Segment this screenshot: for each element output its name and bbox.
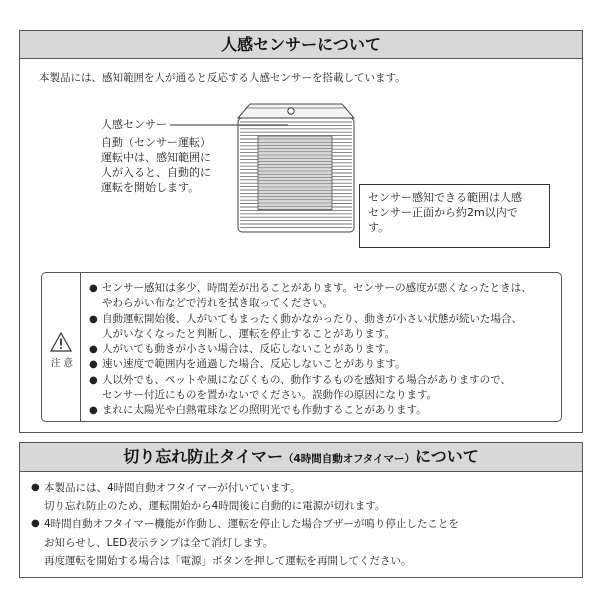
caution-line: センサー付近にものを置かないでください。誤動作の原因になります。 xyxy=(102,389,438,402)
sensor-dot xyxy=(288,108,294,114)
timer-section-title: 切り忘れ防止タイマー（4時間自動オフタイマー）について xyxy=(20,443,582,472)
sensor-label: 人感センサー xyxy=(101,118,167,131)
caution-line: やわらかい布などで汚れを拭き取ってください。 xyxy=(102,297,333,310)
timer-line: 再度運転を開始する場合は「電源」ボタンを押して運転を再開してください。 xyxy=(44,554,412,567)
caution-divider xyxy=(80,273,81,421)
sensor-range-callout: センサー感知できる範囲は人感 センサー正面から約2m以内で す。 xyxy=(359,184,550,248)
warning-triangle-icon xyxy=(50,332,72,352)
timer-line: 切り忘れ防止のため、運転開始から4時間後に自動的に電源が切れます。 xyxy=(44,500,386,513)
sensor-section-title: 人感センサーについて xyxy=(20,31,582,59)
caution-line: ● 人以外でも、ペットや風になびくもの、動作するものを感知する場合がありますので、 xyxy=(89,373,511,386)
caution-list xyxy=(88,281,532,419)
sensor-section xyxy=(19,30,583,433)
caution-line: ● 速い速度で範囲内を通過した場合、反応しないことがあります。 xyxy=(89,358,406,371)
caution-line: ● 自動運転開始後、人がいてもまったく動かなかったり、動きが小さい状態が続いた場合、 xyxy=(89,312,522,325)
sensor-pointer-line xyxy=(170,123,290,127)
timer-line: ● 4時間自動オフタイマー機能が作動し、運転を停止した場合ブザーが鳴り停止したことを xyxy=(31,518,459,531)
caution-label: 注 意 xyxy=(50,358,74,369)
caution-box xyxy=(41,272,562,422)
caution-line: ● センサー感知は多少、時間差が出ることがあります。センサーの感度が悪くなったときは、 xyxy=(89,282,532,294)
caution-line: ● 人がいても動きが小さい場合は、反応しないことがあります。 xyxy=(89,343,396,356)
timer-description xyxy=(30,479,459,570)
caution-line: ● まれに太陽光や白熱電球などの照明光でも作動することがあります。 xyxy=(89,404,427,417)
timer-line: ● 本製品には、4時間自動オフタイマーが付いています。 xyxy=(31,482,301,494)
timer-section xyxy=(19,442,583,578)
caution-line: 人がいなくなったと判断し、運転を停止することがあります。 xyxy=(102,327,396,340)
timer-line: お知らせし、LED表示ランプは全て消灯します。 xyxy=(44,536,274,549)
space-heater-illustration xyxy=(228,100,360,235)
auto-mode-description: 自動（センサー運転） 運転中は、感知範囲に 人が入ると、自動的に 運転を開始します。 xyxy=(101,136,211,194)
sensor-intro-text: 本製品には、感知範囲を人が通ると反応する人感センサーを搭載しています。 xyxy=(39,72,406,84)
